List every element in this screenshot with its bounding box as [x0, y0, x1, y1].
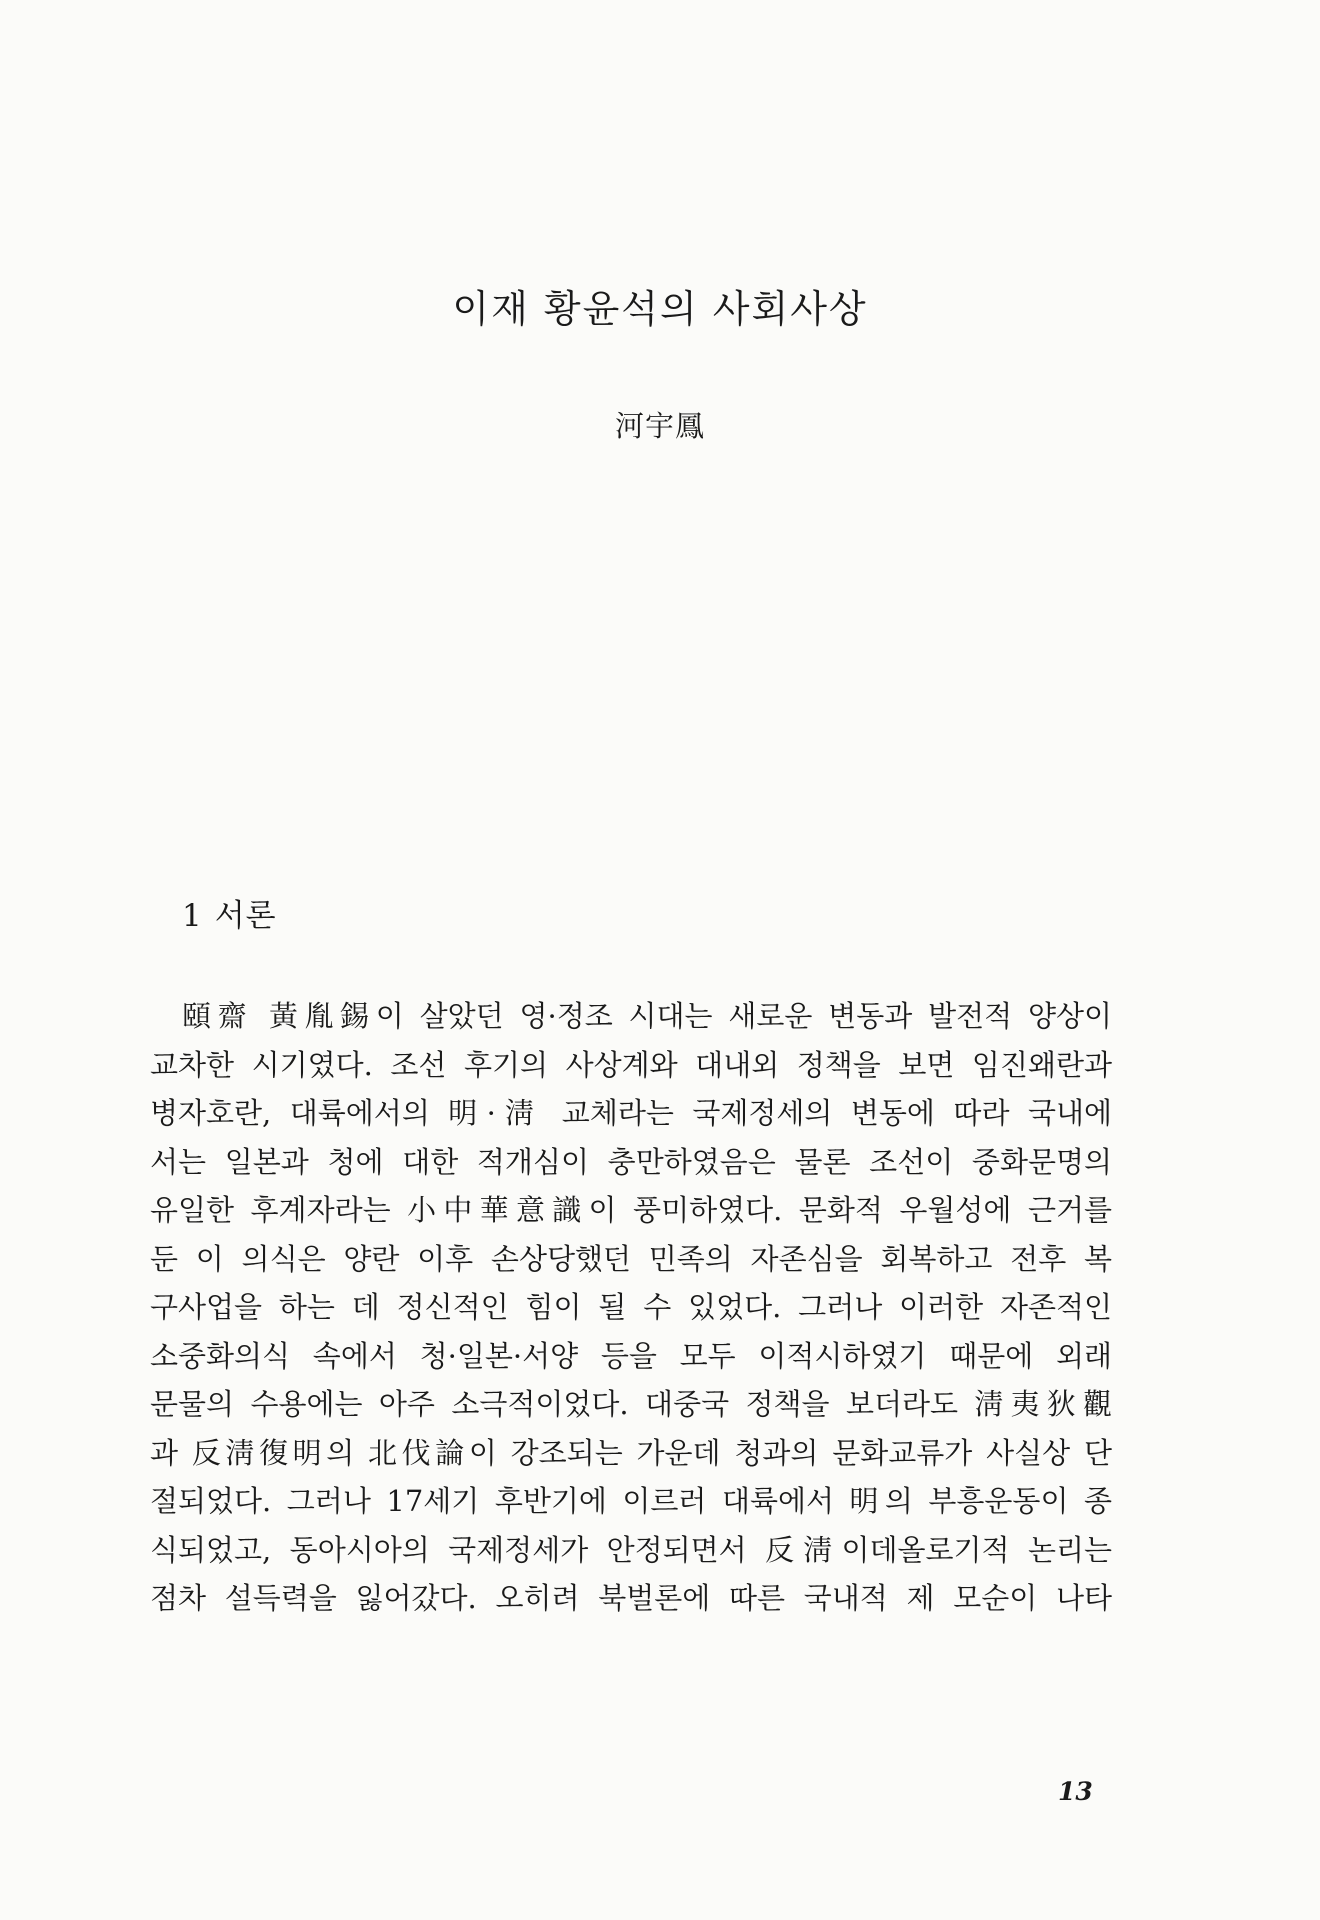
paragraph-line: 구사업을 하는 데 정신적인 힘이 될 수 있었다. 그러나 이러한 자존적인	[150, 1290, 1112, 1324]
section-title: 서론	[214, 898, 277, 934]
paragraph-line: 유일한 후계자라는 小中華意識이 풍미하였다. 문화적 우월성에 근거를	[150, 1193, 1112, 1227]
paragraph-line: 둔 이 의식은 양란 이후 손상당했던 민족의 자존심을 회복하고 전후 복	[150, 1241, 1112, 1276]
paragraph-line: 절되었다. 그러나 17세기 후반기에 이르러 대륙에서 明의 부흥운동이 종	[150, 1484, 1112, 1518]
paragraph-line: 頤齋 黃胤錫이 살았던 영·정조 시대는 새로운 변동과 발전적 양상이	[182, 999, 1112, 1033]
paragraph-line: 교차한 시기였다. 조선 후기의 사상계와 대내외 정책을 보면 임진왜란과	[150, 1047, 1112, 1082]
author-name: 河宇鳳	[614, 409, 705, 443]
body-paragraph	[150, 992, 1112, 1623]
paragraph-line: 식되었고, 동아시아의 국제정세가 안정되면서 反淸이데올로기적 논리는	[150, 1532, 1112, 1567]
paragraph-line: 병자호란, 대륙에서의 明·淸 교체라는 국제정세의 변동에 따라 국내에	[150, 1096, 1112, 1130]
paragraph-line: 점차 설득력을 잃어갔다. 오히려 북벌론에 따른 국내적 제 모순이 나타	[150, 1581, 1112, 1615]
section-heading	[182, 890, 277, 935]
paragraph-line: 문물의 수용에는 아주 소극적이었다. 대중국 정책을 보더라도 淸夷狄觀	[150, 1387, 1112, 1421]
page-number: 13	[1058, 1777, 1093, 1806]
paragraph-line: 소중화의식 속에서 청·일본·서양 등을 모두 이적시하였기 때문에 외래	[150, 1338, 1112, 1373]
paragraph-line: 서는 일본과 청에 대한 적개심이 충만하였음은 물론 조선이 중화문명의	[150, 1144, 1112, 1179]
paper-title: 이재 황윤석의 사회사상	[452, 287, 868, 331]
paragraph-line: 과 反淸復明의 北伐論이 강조되는 가운데 청과의 문화교류가 사실상 단	[150, 1435, 1112, 1470]
section-number: 1	[182, 898, 203, 934]
